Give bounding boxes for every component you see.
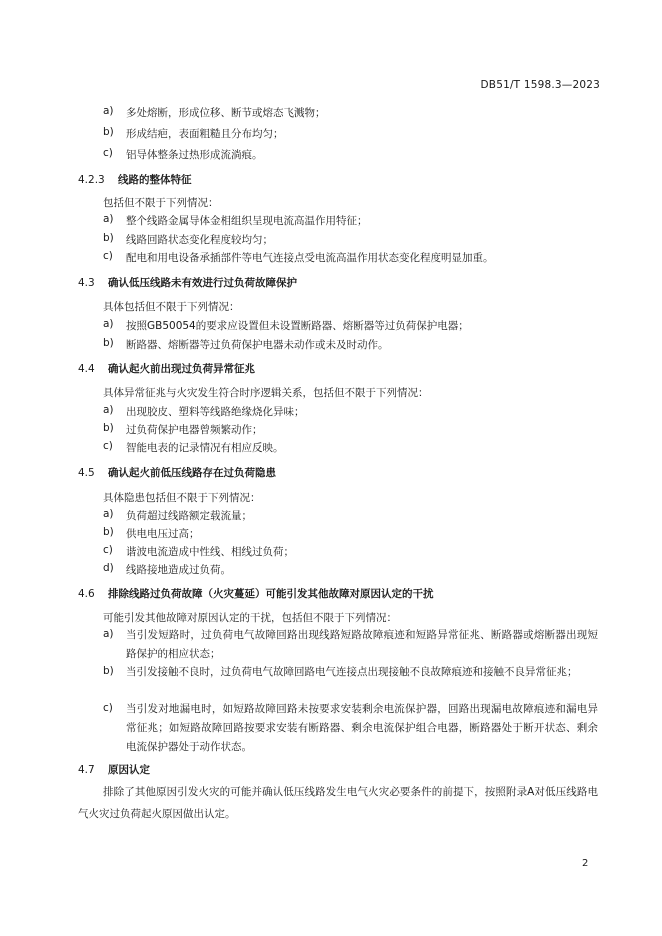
list-marker: c) <box>103 440 113 452</box>
list-item: 当引发对地漏电时，如短路故障回路未按要求安装剩余电流保护器，回路出现漏电故障痕迹和漏电异常征兆；如短路故障回路按要求安装有断路器、剩余电流保护组合电器，断路器处于断开状态、剩余电流保护器处于动作状态。 <box>126 703 598 753</box>
section-title: 确认起火前低压线路存在过负荷隐患 <box>108 467 276 479</box>
section-heading-4-5 <box>78 465 276 480</box>
section-title: 确认低压线路未有效进行过负荷故障保护 <box>108 277 297 289</box>
list-item: 当引发接触不良时，过负荷电气故障回路电气连接点出现接触不良故障痕迹和接触不良异常征兆； <box>126 666 578 678</box>
section-intro: 具体包括但不限于下列情况： <box>103 301 240 313</box>
list-item: 断路器、熔断器等过负荷保护电器未动作或未及时动作。 <box>126 339 389 351</box>
list-marker: a) <box>103 318 114 330</box>
list-marker: b) <box>103 126 114 138</box>
list-marker: a) <box>103 628 114 640</box>
page-number: 2 <box>582 858 589 869</box>
list-marker: c) <box>103 544 113 556</box>
list-marker: b) <box>103 665 114 677</box>
list-item: 出现胶皮、塑料等线路绝缘烧化异味； <box>126 406 305 418</box>
list-item: 供电电压过高； <box>126 528 200 540</box>
section-heading-4-4 <box>78 361 255 376</box>
list-item: 线路回路状态变化程度较均匀； <box>126 234 273 246</box>
list-marker: b) <box>103 526 114 538</box>
body-paragraph: 排除了其他原因引发火灾的可能并确认低压线路发生电气火灾必要条件的前提下，按照附录A对低压线路电气火灾过负荷起火原因做出认定。 <box>78 786 598 820</box>
section-intro: 可能引发其他故障对原因认定的干扰，包括但不限于下列情况： <box>103 612 397 624</box>
list-marker: a) <box>103 404 114 416</box>
section-title: 确认起火前出现过负荷异常征兆 <box>108 363 255 375</box>
list-marker: b) <box>103 232 114 244</box>
section-heading-4-3 <box>78 275 297 290</box>
list-marker: c) <box>103 702 113 714</box>
list-item: 过负荷保护电器曾频繁动作； <box>126 424 263 436</box>
list-marker: b) <box>103 422 114 434</box>
list-marker: d) <box>103 562 114 574</box>
section-number: 4.5 <box>78 467 95 479</box>
list-item: 铝导体整条过热形成流淌痕。 <box>126 149 263 161</box>
section-heading-4-6 <box>78 586 434 601</box>
section-number: 4.4 <box>78 363 95 375</box>
list-item: 线路接地造成过负荷。 <box>126 564 231 576</box>
section-title: 原因认定 <box>108 764 150 776</box>
list-item: 负荷超过线路额定载流量； <box>126 510 252 522</box>
section-intro: 包括但不限于下列情况： <box>103 197 219 209</box>
section-heading-4-2-3 <box>78 172 192 187</box>
list-marker: a) <box>103 105 114 117</box>
list-marker: a) <box>103 213 114 225</box>
section-heading-4-7 <box>78 762 150 777</box>
list-marker: c) <box>103 250 113 262</box>
list-item: 配电和用电设备承插部件等电气连接点受电流高温作用状态变化程度明显加重。 <box>126 252 494 264</box>
section-title: 排除线路过负荷故障（火灾蔓延）可能引发其他故障对原因认定的干扰 <box>108 588 434 600</box>
section-title: 线路的整体特征 <box>118 174 192 186</box>
document-code-header: DB51/T 1598.3—2023 <box>480 79 600 91</box>
list-item: 整个线路金属导体金相组织呈现电流高温作用特征； <box>126 215 368 227</box>
section-number: 4.2.3 <box>78 174 105 186</box>
list-marker: c) <box>103 147 113 159</box>
section-number: 4.3 <box>78 277 95 289</box>
section-intro: 具体隐患包括但不限于下列情况： <box>103 492 261 504</box>
list-marker: b) <box>103 337 114 349</box>
list-item: 形成结疤，表面粗糙且分布均匀； <box>126 128 284 140</box>
list-item: 当引发短路时，过负荷电气故障回路出现线路短路故障痕迹和短路异常征兆、断路器或熔断器出现短路保护的相应状态； <box>126 629 598 660</box>
list-marker: a) <box>103 508 114 520</box>
list-item: 按照GB50054的要求应设置但未设置断路器、熔断器等过负荷保护电器； <box>126 320 469 332</box>
section-number: 4.7 <box>78 764 95 776</box>
list-item: 多处熔断，形成位移、断节或熔态飞溅物； <box>126 107 326 119</box>
list-item: 谐波电流造成中性线、相线过负荷； <box>126 546 294 558</box>
section-number: 4.6 <box>78 588 95 600</box>
section-intro: 具体异常征兆与火灾发生符合时序逻辑关系，包括但不限于下列情况： <box>103 387 429 399</box>
list-item: 智能电表的记录情况有相应反映。 <box>126 442 284 454</box>
